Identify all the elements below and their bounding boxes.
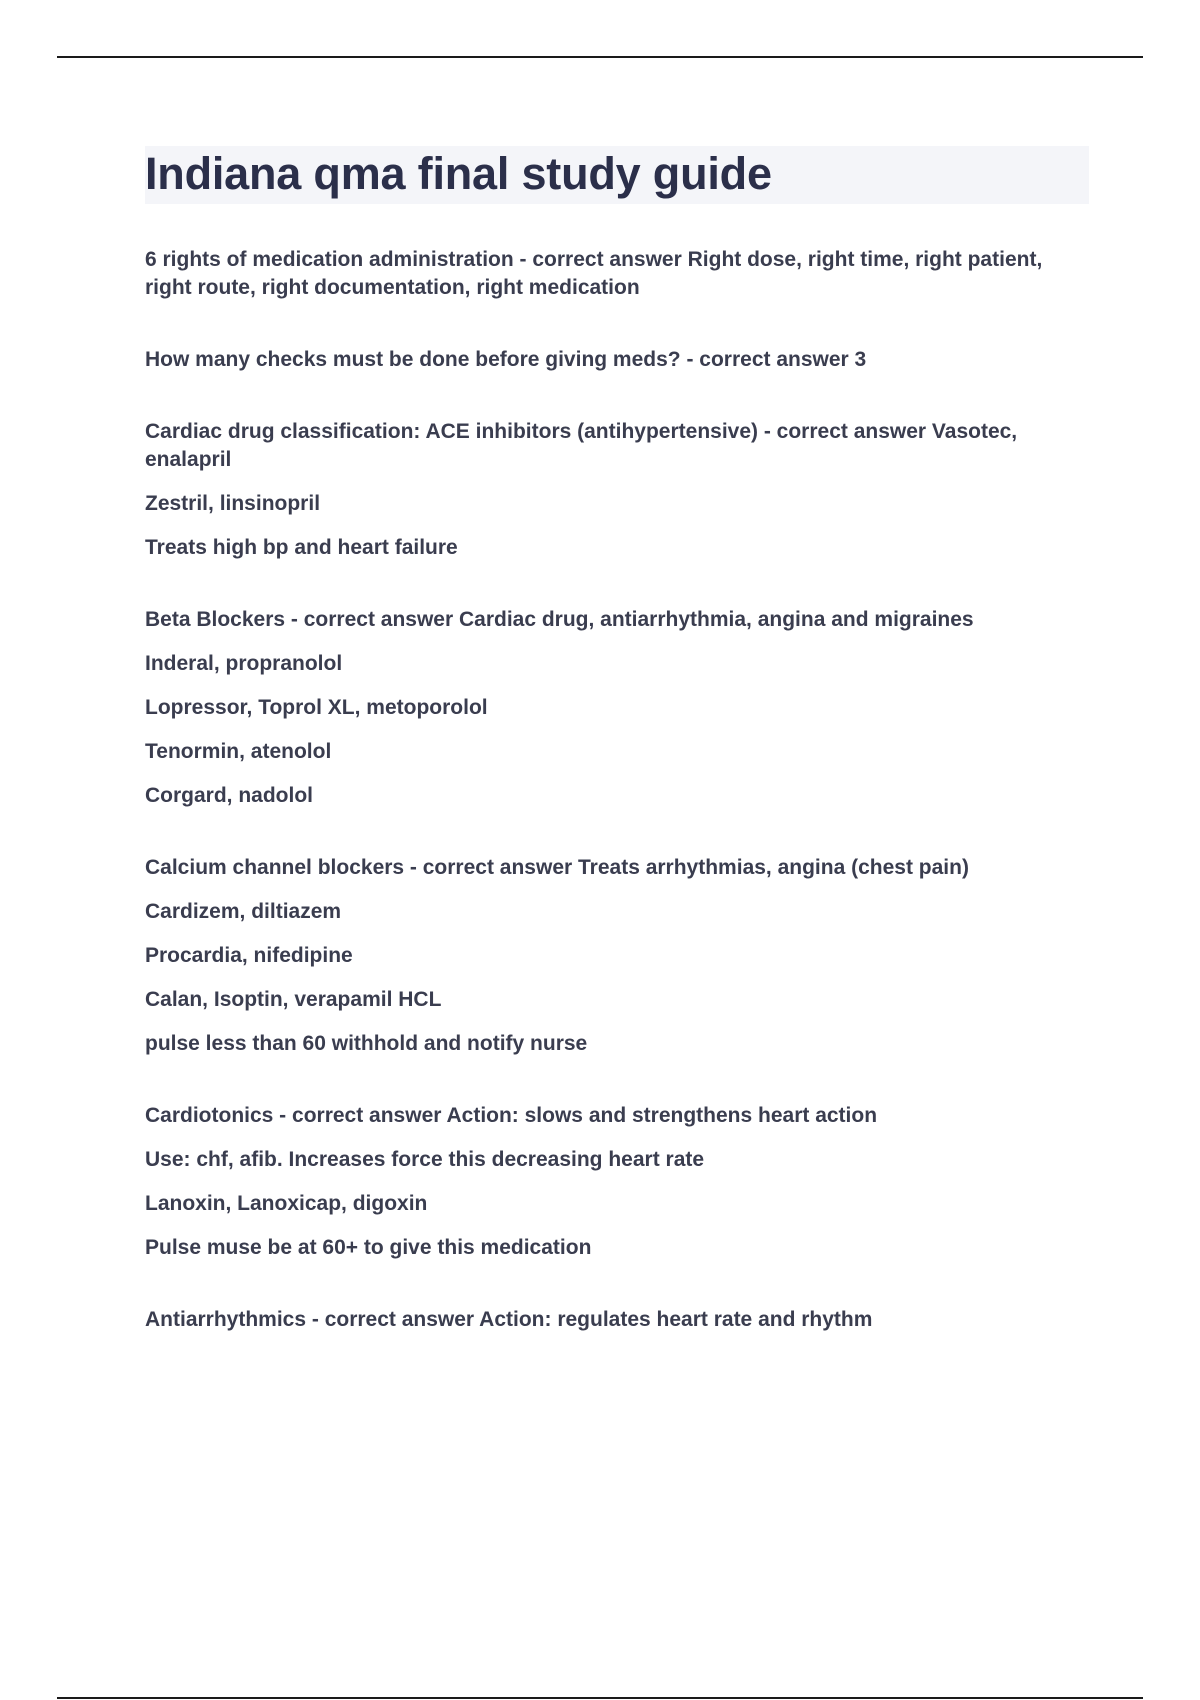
qa-entry bbox=[145, 346, 1089, 374]
qa-line: Corgard, nadolol bbox=[145, 784, 313, 807]
qa-line: Cardiac drug classification: ACE inhibitors (antihypertensive) - correct answer Vasotec, enalapril bbox=[145, 420, 1018, 471]
qa-line: Procardia, nifedipine bbox=[145, 944, 353, 967]
bottom-rule bbox=[57, 1697, 1143, 1699]
qa-line: pulse less than 60 withhold and notify nurse bbox=[145, 1032, 588, 1055]
qa-line: Inderal, propranolol bbox=[145, 652, 343, 675]
qa-line: Treats high bp and heart failure bbox=[145, 536, 458, 559]
qa-entry bbox=[145, 418, 1089, 562]
qa-entry bbox=[145, 246, 1089, 302]
document-title: Indiana qma final study guide bbox=[145, 148, 772, 199]
qa-line: Beta Blockers - correct answer Cardiac drug, antiarrhythmia, angina and migraines bbox=[145, 608, 974, 631]
qa-entry bbox=[145, 606, 1089, 810]
qa-line: Lanoxin, Lanoxicap, digoxin bbox=[145, 1192, 428, 1215]
qa-line: Lopressor, Toprol XL, metoporolol bbox=[145, 696, 488, 719]
qa-line: Calcium channel blockers - correct answer Treats arrhythmias, angina (chest pain) bbox=[145, 856, 969, 879]
qa-line: Calan, Isoptin, verapamil HCL bbox=[145, 988, 442, 1011]
qa-line: Pulse muse be at 60+ to give this medication bbox=[145, 1236, 592, 1259]
document-body bbox=[145, 146, 1089, 1378]
qa-line: Zestril, linsinopril bbox=[145, 492, 321, 515]
qa-entry bbox=[145, 854, 1089, 1058]
qa-line: Cardiotonics - correct answer Action: slows and strengthens heart action bbox=[145, 1104, 878, 1127]
qa-entry bbox=[145, 1306, 1089, 1334]
qa-line: Use: chf, afib. Increases force this decreasing heart rate bbox=[145, 1148, 705, 1171]
qa-line: How many checks must be done before giving meds? - correct answer 3 bbox=[145, 348, 867, 371]
qa-line: Tenormin, atenolol bbox=[145, 740, 332, 763]
top-rule bbox=[57, 56, 1143, 58]
qa-line: 6 rights of medication administration - correct answer Right dose, right time, right patient, right route, right documentation, right medication bbox=[145, 248, 1043, 299]
qa-line: Cardizem, diltiazem bbox=[145, 900, 342, 923]
qa-line: Antiarrhythmics - correct answer Action: regulates heart rate and rhythm bbox=[145, 1308, 873, 1331]
qa-entry bbox=[145, 1102, 1089, 1262]
title-banner bbox=[145, 146, 1089, 204]
